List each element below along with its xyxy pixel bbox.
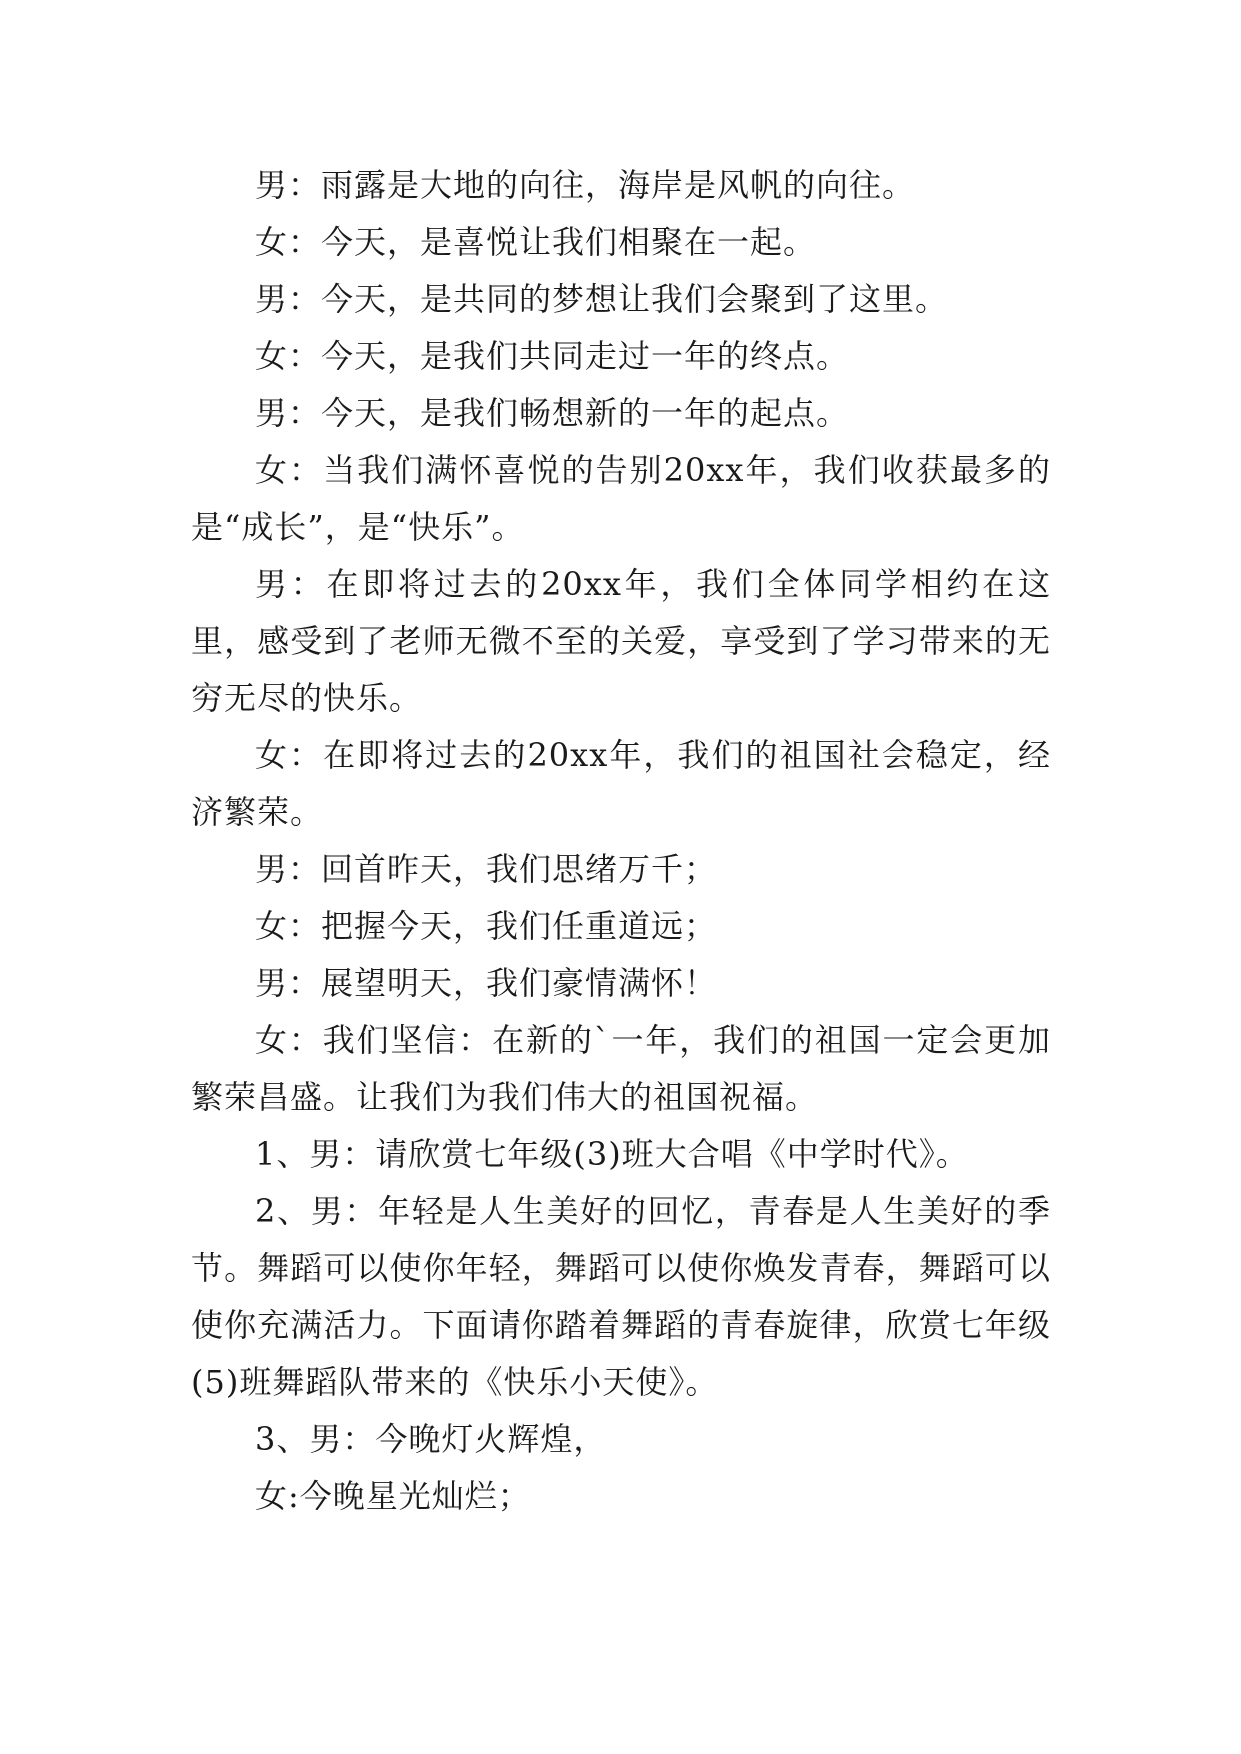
paragraph: 女：今天，是喜悦让我们相聚在一起。 — [255, 223, 817, 261]
paragraph: 女：今天，是我们共同走过一年的终点。 — [255, 337, 850, 375]
paragraph: 女：我们坚信：在新的`一年，我们的祖国一定会更加繁荣昌盛。让我们为我们伟大的祖国祝福。 — [191, 1021, 1051, 1116]
paragraph: 男：在即将过去的20xx年，我们全体同学相约在这里，感受到了老师无微不至的关爱，享受到了学习带来的无穷无尽的快乐。 — [191, 565, 1051, 717]
paragraph: 男：今天，是我们畅想新的一年的起点。 — [255, 394, 850, 432]
paragraph: 1、男：请欣赏七年级(3)班大合唱《中学时代》。 — [255, 1135, 969, 1173]
paragraph: 男：展望明天，我们豪情满怀！ — [255, 964, 718, 1002]
paragraph: 女:今晚星光灿烂； — [255, 1477, 531, 1515]
paragraph: 女：把握今天，我们任重道远； — [255, 907, 718, 945]
paragraph: 2、男：年轻是人生美好的回忆，青春是人生美好的季节。舞蹈可以使你年轻，舞蹈可以使你焕发青春，舞蹈可以使你充满活力。下面请你踏着舞蹈的青春旋律，欣赏七年级(5)班舞蹈队带来的《快乐小天使》。 — [191, 1192, 1051, 1401]
paragraph: 男：回首昨天，我们思绪万千； — [255, 850, 718, 888]
paragraph: 男：今天，是共同的梦想让我们会聚到了这里。 — [255, 280, 949, 318]
paragraph: 女：在即将过去的20xx年，我们的祖国社会稳定，经济繁荣。 — [191, 736, 1051, 831]
paragraph: 3、男：今晚灯火辉煌， — [255, 1420, 607, 1458]
paragraph: 男：雨露是大地的向往，海岸是风帆的向往。 — [255, 166, 916, 204]
document-body — [191, 157, 1051, 1525]
paragraph: 女：当我们满怀喜悦的告别20xx年，我们收获最多的是“成长”，是“快乐”。 — [191, 451, 1051, 546]
